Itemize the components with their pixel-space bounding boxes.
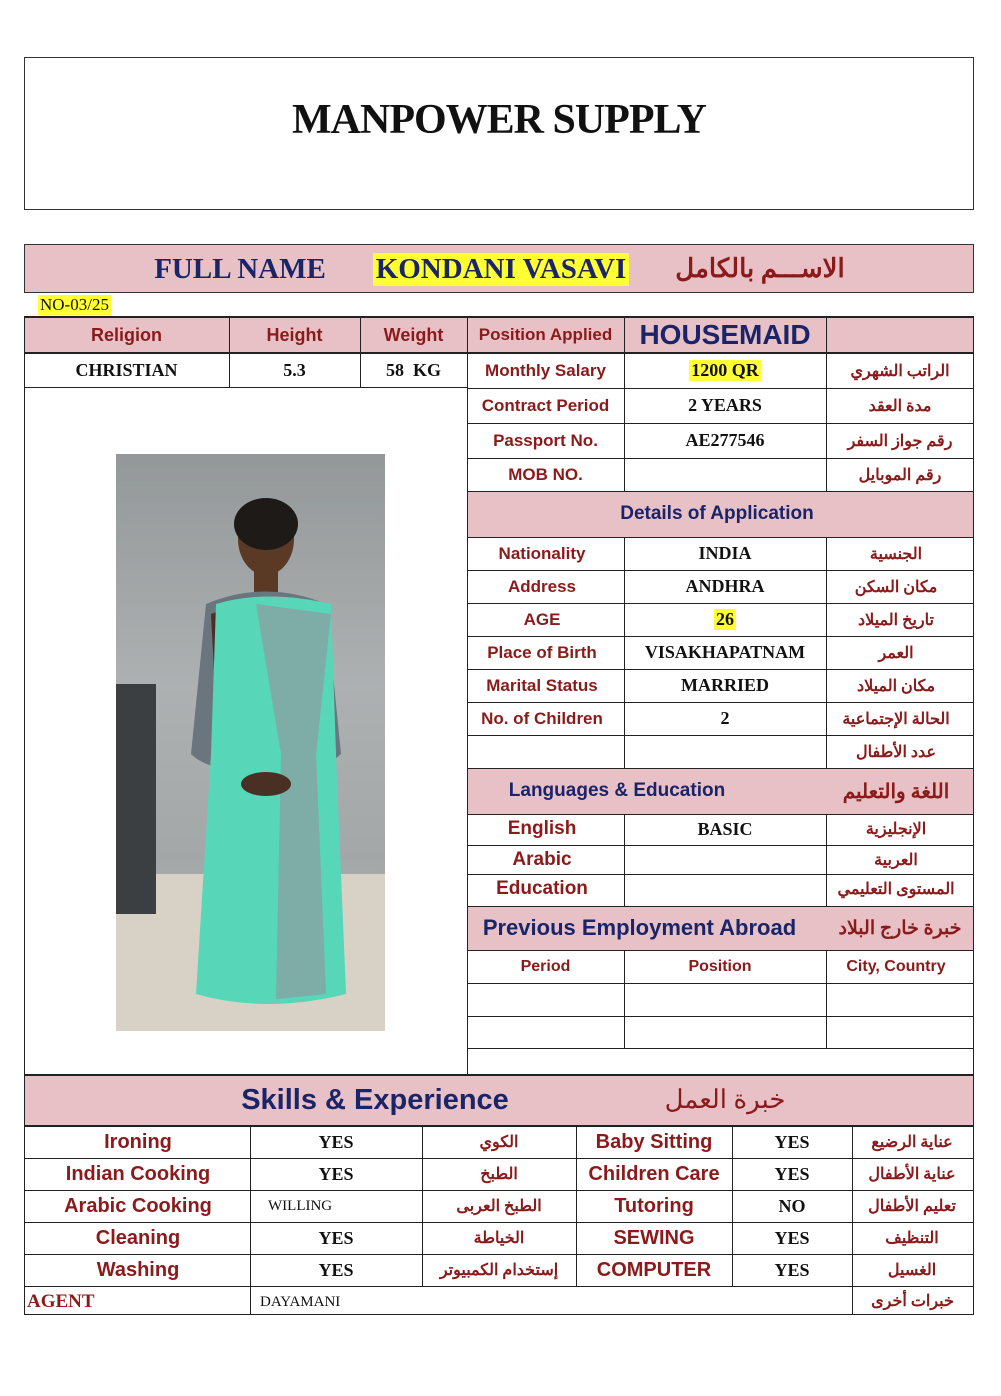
mob-label-ar: رقم الموبايل [858, 466, 942, 484]
skill-label: Children Care [588, 1162, 720, 1185]
grid-line [229, 316, 230, 388]
grid-line [422, 1126, 423, 1286]
weight-header: Weight [383, 324, 444, 345]
skill-label-ar: التنظيف [885, 1230, 939, 1247]
employment-title: Previous Employment Abroad [482, 915, 797, 940]
skill-value: YES [774, 1131, 810, 1152]
detail-label-ar: العمر [878, 644, 914, 662]
page-title: MANPOWER SUPPLY [292, 97, 706, 143]
grid-line [24, 1074, 974, 1076]
grid-line [826, 316, 827, 491]
skill-value: YES [774, 1163, 810, 1184]
grid-line [467, 983, 974, 984]
skill-value: NO [778, 1195, 806, 1216]
grid-line [24, 1314, 974, 1315]
employment-col-city: City, Country [846, 957, 946, 975]
employment-col-position: Position [688, 957, 752, 975]
grid-line [467, 458, 974, 459]
skill-value: YES [774, 1259, 810, 1280]
religion-value: CHRISTIAN [75, 360, 178, 380]
grid-line [576, 1126, 577, 1286]
detail-label: Place of Birth [487, 642, 597, 662]
religion-header: Religion [91, 324, 162, 345]
height-value: 5.3 [283, 360, 306, 380]
grid-line [624, 537, 625, 768]
grid-line [973, 316, 974, 1074]
education-value [624, 874, 826, 904]
skill-label: Washing [96, 1258, 180, 1281]
detail-value: INDIA [698, 543, 752, 563]
position-label: Position Applied [478, 325, 613, 344]
grid-line [826, 814, 827, 906]
skills-title: Skills & Experience [241, 1083, 509, 1116]
skill-label-ar: الخياطة [473, 1230, 525, 1247]
english-label: English [507, 818, 577, 839]
salary-label-ar: الراتب الشهري [850, 362, 950, 380]
skill-label: Indian Cooking [65, 1162, 211, 1185]
salary-label: Monthly Salary [485, 360, 606, 380]
skill-label: Tutoring [614, 1194, 694, 1217]
skill-value: YES [774, 1227, 810, 1248]
grid-line [467, 845, 974, 846]
grid-line [467, 1016, 974, 1017]
contract-value: 2 YEARS [688, 395, 762, 415]
grid-line [467, 1048, 974, 1049]
detail-label-ar: عدد الأطفال [856, 743, 936, 761]
weight-value: 58 KG [385, 360, 441, 380]
grid-line [24, 316, 25, 1074]
mob-value [624, 458, 826, 491]
skill-value: WILLING [268, 1197, 333, 1214]
grid-line [467, 906, 974, 907]
grid-line [467, 669, 974, 670]
languages-title-ar: اللغة والتعليم [842, 780, 950, 803]
other-skills-ar: خبرات أخرى [871, 1293, 954, 1310]
skill-label-ar: الكوي [479, 1134, 519, 1151]
details-title: Details of Application [620, 503, 814, 524]
full-name-value-wrap [366, 250, 636, 288]
detail-value-wrap [624, 603, 826, 636]
arabic-label: Arabic [512, 849, 572, 870]
reference-number: NO-03/25 [40, 295, 109, 314]
skill-label-ar: الطبخ [480, 1166, 518, 1183]
skills-title-ar: خبرة العمل [664, 1085, 786, 1114]
skill-label-ar: الغسيل [887, 1262, 937, 1279]
grid-line [250, 1126, 251, 1286]
position-value: HOUSEMAID [639, 319, 811, 350]
grid-line [24, 1286, 974, 1287]
grid-line [467, 570, 974, 571]
age-value: 26 [716, 609, 734, 629]
grid-line [250, 1286, 251, 1315]
skill-label: COMPUTER [596, 1258, 712, 1281]
education-label-ar: المستوى التعليمي [837, 881, 955, 898]
grid-line [24, 387, 467, 388]
detail-label [467, 735, 617, 768]
salary-value: 1200 QR [691, 360, 759, 380]
grid-line [467, 814, 974, 815]
employment-title-ar: خبرة خارج البلاد [838, 917, 962, 939]
grid-line [732, 1126, 733, 1286]
mob-label: MOB NO. [508, 464, 583, 484]
grid-line [467, 316, 468, 1074]
grid-line [973, 1074, 974, 1315]
grid-line [467, 874, 974, 875]
detail-label: AGE [523, 609, 561, 629]
grid-line [467, 702, 974, 703]
detail-label-ar: تاريخ الميلاد [858, 611, 934, 629]
grid-line [826, 950, 827, 1049]
grid-line [24, 352, 974, 354]
skill-label: Baby Sitting [595, 1130, 713, 1153]
detail-label: No. of Children [481, 708, 603, 728]
education-label: Education [496, 878, 588, 899]
detail-label: Nationality [498, 543, 586, 563]
employment-col-period: Period [520, 957, 571, 975]
contract-label: Contract Period [481, 395, 610, 415]
skill-label: SEWING [613, 1226, 695, 1249]
grid-line [467, 768, 974, 769]
arabic-label-ar: العربية [874, 852, 918, 869]
grid-line [24, 1158, 974, 1159]
grid-line [467, 636, 974, 637]
skill-label-ar: الطبخ العربى [456, 1198, 542, 1215]
detail-value: ANDHRA [685, 576, 765, 596]
full-name-label-ar: الاســـم بالكامل [675, 254, 845, 283]
detail-value: 2 [720, 708, 730, 728]
grid-line [24, 1254, 974, 1255]
full-name-label: FULL NAME [154, 252, 326, 285]
detail-label-ar: مكان الميلاد [856, 677, 936, 695]
detail-value [624, 735, 826, 768]
agent-value: DAYAMANI [260, 1294, 341, 1310]
grid-line [24, 1074, 25, 1315]
candidate-photo [116, 454, 385, 1031]
detail-value: MARRIED [681, 675, 769, 695]
salary-value-wrap [624, 353, 826, 388]
person-illustration [116, 454, 385, 1031]
grid-line [24, 1222, 974, 1223]
english-value: BASIC [697, 818, 753, 839]
skill-label: Ironing [104, 1130, 172, 1153]
grid-line [624, 316, 625, 491]
detail-label-ar: الحالة الإجتماعية [842, 710, 950, 728]
passport-value: AE277546 [685, 430, 765, 450]
passport-label: Passport No. [493, 430, 598, 450]
full-name-value: KONDANI VASAVI [373, 253, 630, 286]
skill-label-ar: عناية الأطفال [868, 1166, 956, 1183]
grid-line [467, 491, 974, 492]
skill-label-ar: تعليم الأطفال [868, 1198, 956, 1215]
grid-line [624, 814, 625, 906]
detail-label-ar: مكان السكن [854, 578, 938, 596]
grid-line [467, 423, 974, 424]
detail-value: VISAKHAPATNAM [644, 642, 806, 662]
grid-line [24, 316, 974, 318]
grid-line [467, 603, 974, 604]
skill-value: YES [318, 1259, 354, 1280]
detail-label-ar: الجنسية [869, 545, 923, 563]
grid-line [467, 388, 974, 389]
grid-line [852, 1286, 853, 1315]
skill-value: YES [318, 1131, 354, 1152]
grid-line [852, 1126, 853, 1286]
grid-line [467, 950, 974, 951]
english-label-ar: الإنجليزية [865, 821, 927, 838]
grid-line [467, 735, 974, 736]
detail-label: Marital Status [486, 675, 598, 695]
skill-value: YES [318, 1163, 354, 1184]
arabic-value [624, 845, 826, 875]
languages-title: Languages & Education [508, 780, 726, 801]
position-ar-cell [826, 317, 974, 353]
contract-label-ar: مدة العقد [868, 397, 932, 415]
agent-label: AGENT [27, 1291, 95, 1312]
passport-label-ar: رقم جواز السفر [847, 432, 953, 450]
grid-line [24, 1190, 974, 1191]
skill-label: Arabic Cooking [64, 1194, 212, 1217]
skill-label: Cleaning [95, 1226, 181, 1249]
grid-line [826, 537, 827, 768]
height-header: Height [266, 324, 323, 345]
grid-line [360, 316, 361, 388]
detail-label: Address [507, 576, 577, 596]
grid-line [24, 1125, 974, 1127]
skill-label-ar: إستخدام الكمبيوتر [439, 1262, 559, 1279]
grid-line [624, 950, 625, 1049]
skill-label-ar: عناية الرضيع [871, 1134, 953, 1151]
skill-value: YES [318, 1227, 354, 1248]
grid-line [467, 537, 974, 538]
